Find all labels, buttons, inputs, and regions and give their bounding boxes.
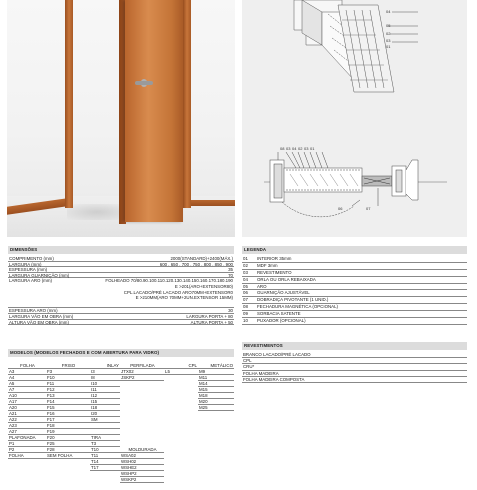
models-column-folha bbox=[8, 363, 46, 459]
legend-text: ORLA OU ORLA REBAIXADA bbox=[257, 276, 316, 282]
callout-elevation-3: 02 bbox=[386, 31, 391, 36]
dimension-label: COMPRIMENTO (mm) bbox=[9, 256, 54, 261]
callout-section-6: 01 bbox=[310, 146, 315, 151]
legend-table bbox=[242, 256, 467, 325]
door-jamb-right bbox=[183, 0, 191, 208]
models-cell: F12 bbox=[46, 387, 90, 393]
finish-row: CPL bbox=[242, 358, 467, 364]
models-cell: M9 bbox=[198, 369, 234, 375]
dimension-value: ALTURA PORTA + 50 bbox=[190, 319, 233, 325]
models-cell: L5 bbox=[164, 369, 198, 375]
legend-number: 01 bbox=[243, 256, 248, 261]
callout-section-8: 07 bbox=[366, 206, 371, 211]
models-cell: T10 bbox=[90, 447, 120, 453]
models-cell: A7 bbox=[8, 387, 46, 393]
models-column-header: MOLDURADA bbox=[120, 447, 164, 453]
legend-text: REVESTIMENTO bbox=[257, 269, 292, 275]
dimension-value: LARGURA PORTA + 80 bbox=[186, 313, 233, 319]
finish-row: CRU* bbox=[242, 364, 467, 370]
floor-shadow bbox=[67, 204, 127, 220]
legend-text: PUXADOR (OPCIONAL) bbox=[257, 318, 306, 324]
dimension-label: LARGURA VÃO EM OBRA (mm) bbox=[9, 313, 74, 319]
legend-number: 06 bbox=[243, 290, 248, 296]
dimension-value: 70 bbox=[228, 272, 233, 278]
models-cell: F17 bbox=[46, 417, 90, 423]
technical-drawing bbox=[242, 0, 467, 237]
legend-number: 04 bbox=[243, 276, 248, 282]
dimension-row bbox=[8, 320, 234, 326]
models-cell: F14 bbox=[46, 399, 90, 405]
models-cell: I11 bbox=[90, 387, 120, 393]
section-detail bbox=[264, 152, 447, 217]
models-cell: F13 bbox=[46, 393, 90, 399]
finish-row: FOLHA MADEIRA bbox=[242, 371, 467, 377]
finishes-heading: REVESTIMENTOS bbox=[242, 342, 467, 350]
dimension-value: 30 bbox=[228, 308, 233, 314]
legend-number: 10 bbox=[243, 318, 248, 324]
models-cell: M15 bbox=[198, 387, 234, 393]
models-cell: WSHE2 bbox=[120, 465, 164, 471]
models-column-header: FOLHA bbox=[8, 363, 46, 369]
dimensions-table bbox=[8, 256, 234, 325]
legend-row bbox=[242, 304, 467, 311]
callout-section-3: 04 bbox=[292, 146, 297, 151]
callout-section-2: 03 bbox=[286, 146, 291, 151]
models-cell: F15 bbox=[46, 405, 90, 411]
models-cell: M11 bbox=[198, 375, 234, 381]
models-cell: JTX02 bbox=[120, 369, 164, 375]
door-jamb-left bbox=[65, 0, 73, 208]
models-cell: F16 bbox=[46, 411, 90, 417]
finishes-table bbox=[242, 352, 467, 383]
legend-row bbox=[242, 290, 467, 297]
models-column-cpl bbox=[164, 363, 198, 375]
dimensions-heading: DIMENSÕES bbox=[8, 246, 234, 254]
dimension-label: ESPESSURA ARO (mm) bbox=[9, 308, 58, 314]
models-cell: F25 bbox=[46, 441, 90, 447]
models-column-metalico bbox=[198, 363, 234, 411]
models-cell: P2 bbox=[8, 447, 46, 453]
finish-row: FOLHA MADEIRA COMPOSTA bbox=[242, 377, 467, 383]
dimension-label: LARGURA (mm) bbox=[9, 261, 42, 267]
models-cell: A3 bbox=[8, 369, 46, 375]
legend-row bbox=[242, 284, 467, 291]
models-heading: MODELOS (MODELOS FECHADOS E COM ABERTURA PARA VIDRO) bbox=[8, 349, 234, 357]
models-cell: WSH02 bbox=[120, 459, 164, 465]
models-cell: WSHP2 bbox=[120, 471, 164, 477]
legend-number: 05 bbox=[243, 283, 248, 289]
models-cell: I8 bbox=[90, 375, 120, 381]
models-column-inlay bbox=[90, 363, 120, 471]
models-cell: JSKP2 bbox=[120, 375, 164, 381]
callout-section-4: 02 bbox=[298, 146, 303, 151]
models-cell: F11 bbox=[46, 381, 90, 387]
models-cell: P1 bbox=[8, 441, 46, 447]
models-cell: I15 bbox=[90, 399, 120, 405]
legend-number: 02 bbox=[243, 262, 248, 268]
legend-row bbox=[242, 263, 467, 270]
models-cell: M20 bbox=[198, 399, 234, 405]
models-cell: M25 bbox=[198, 405, 234, 411]
callout-elevation-5: 01 bbox=[386, 44, 391, 49]
models-cell: SM bbox=[90, 417, 120, 423]
models-cell: A5 bbox=[8, 381, 46, 387]
callout-elevation-1: 04 bbox=[386, 9, 391, 14]
models-cell: T17 bbox=[90, 465, 120, 471]
dimension-value: FOLHEADO 70/80.90.100.110.120.130.140.150.160.170.180.190 E >201(ARO+EXTENSOR80) CPL.LACADO/PRÉ LACADO ARO70MM+EXTENSOR0 E >210MM(ARO 70MM+2UN.EXTENSOR 15MM) bbox=[105, 278, 233, 301]
legend-row bbox=[242, 256, 467, 263]
models-cell: I18 bbox=[90, 405, 120, 411]
models-cell: A27 bbox=[8, 429, 46, 435]
models-column-header: FRISO bbox=[46, 363, 90, 369]
legend-row bbox=[242, 311, 467, 318]
dimension-value: 600 . 650 . 700 . 750 . 800 . 850 . 900 bbox=[159, 261, 233, 267]
models-column-header: INLAY bbox=[90, 363, 120, 369]
legend-row bbox=[242, 277, 467, 284]
legend-row bbox=[242, 270, 467, 277]
technical-drawing-svg bbox=[242, 0, 467, 237]
callout-section-7: 06 bbox=[338, 206, 343, 211]
models-cell: T11 bbox=[90, 453, 120, 459]
models-column-perfilada bbox=[120, 363, 164, 381]
models-cell: SEM FOLHA bbox=[46, 453, 90, 459]
legend-text: DOBRADIÇA PIVOTANTE (1 UNID.) bbox=[257, 297, 329, 303]
door-handle bbox=[135, 81, 153, 85]
models-cell: M14 bbox=[198, 381, 234, 387]
legend-text: INTERIOR 35mm bbox=[257, 256, 292, 261]
models-column-header: METÁLICO bbox=[198, 363, 234, 369]
legend-heading: LEGENDA bbox=[242, 246, 467, 254]
models-cell: T3 bbox=[90, 441, 120, 447]
models-cell: M18 bbox=[198, 393, 234, 399]
callout-section-1: 08 bbox=[280, 146, 285, 151]
models-cell: TIRA bbox=[90, 435, 120, 441]
door-product-photo bbox=[7, 0, 235, 237]
door-leaf bbox=[125, 0, 183, 222]
legend-row bbox=[242, 318, 467, 325]
legend-text: SORBACIA SATENTE bbox=[257, 311, 301, 317]
dimension-label: ALTURA VÃO EM OBRA (mm) bbox=[9, 319, 69, 325]
models-cell: PLAFONADA bbox=[8, 435, 46, 441]
dimension-label: LARGURA ARO (mm) bbox=[9, 278, 52, 284]
models-column-friso bbox=[46, 363, 90, 459]
dimension-row bbox=[8, 278, 234, 308]
legend-number: 09 bbox=[243, 311, 248, 317]
models-cell: I10 bbox=[90, 381, 120, 387]
models-cell: F28 bbox=[46, 447, 90, 453]
dimension-label: LARGURA GUARNIÇÃO (mm) bbox=[9, 272, 70, 278]
models-cell: T14 bbox=[90, 459, 120, 465]
callout-section-5: 03 bbox=[304, 146, 309, 151]
legend-number: 08 bbox=[243, 304, 248, 310]
models-cell: F18 bbox=[46, 423, 90, 429]
models-cell: A22 bbox=[8, 417, 46, 423]
models-cell: WSKP2 bbox=[120, 477, 164, 483]
models-column-header: PERFILADA bbox=[120, 363, 164, 369]
callout-elevation-2: 05 bbox=[386, 23, 391, 28]
models-cell: I3 bbox=[90, 369, 120, 375]
models-cell: A21 bbox=[8, 411, 46, 417]
models-cell: A23 bbox=[8, 423, 46, 429]
dimension-value: 2000(STANDARD)+2400(MÁX.) bbox=[170, 256, 233, 261]
models-cell: WSA02 bbox=[120, 453, 164, 459]
isometric-frame-detail bbox=[294, 0, 418, 92]
models-cell: A20 bbox=[8, 405, 46, 411]
models-cell: I12 bbox=[90, 393, 120, 399]
models-column-moldurada bbox=[120, 447, 164, 483]
models-cell: A4 bbox=[8, 375, 46, 381]
dimension-value: 35 bbox=[228, 267, 233, 273]
models-column-header: CPL bbox=[164, 363, 198, 369]
legend-number: 03 bbox=[243, 269, 248, 275]
models-cell: F19 bbox=[46, 429, 90, 435]
models-cell: I20 bbox=[90, 411, 120, 417]
legend-text: GUARNIÇÃO AJUSTÁVEL bbox=[257, 290, 310, 296]
dimension-label: ESPESSURA (mm) bbox=[9, 267, 48, 273]
legend-row bbox=[242, 297, 467, 304]
legend-text: FECHADURA MAGNÉTICA (OPCIONAL) bbox=[257, 304, 338, 310]
callout-elevation-4: 03 bbox=[386, 38, 391, 43]
legend-text: ARO bbox=[257, 283, 267, 289]
baseboard-right bbox=[189, 200, 235, 206]
models-cell: F3 bbox=[46, 369, 90, 375]
models-cell: A17 bbox=[8, 399, 46, 405]
finish-row: BRANCO LACADO/PRÉ LACADO bbox=[242, 352, 467, 358]
models-cell: FOLHA bbox=[8, 453, 46, 459]
models-cell: A10 bbox=[8, 393, 46, 399]
legend-text: MDF 3mm bbox=[257, 262, 278, 268]
legend-number: 07 bbox=[243, 297, 248, 303]
models-cell: F20 bbox=[46, 435, 90, 441]
models-cell: F10 bbox=[46, 375, 90, 381]
